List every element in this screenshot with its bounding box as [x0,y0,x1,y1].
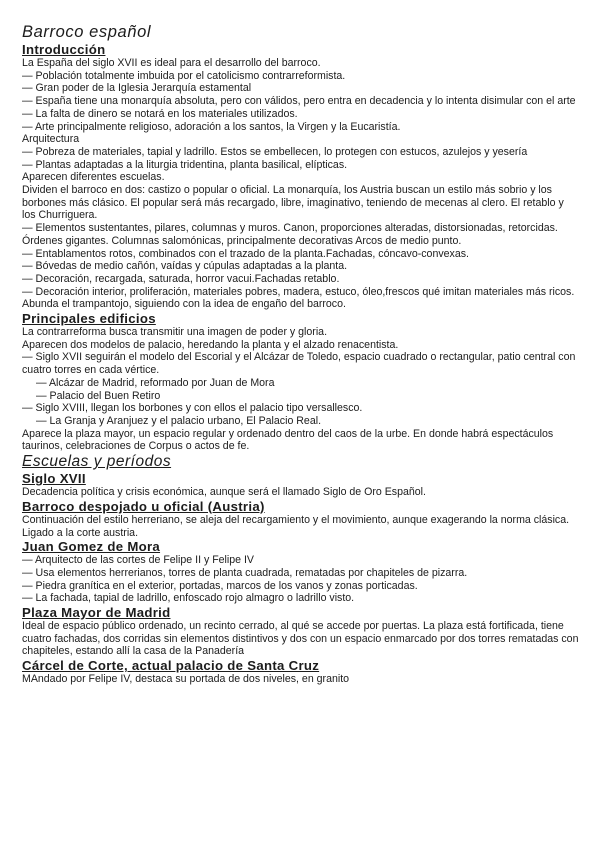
bullet: — Elementos sustentantes, pilares, columnas y muros. Canon, proporciones alteradas, distorsionadas, retorcidas. Órdenes gigantes. Columnas salomónicas, principalmente decorativas Arcos de medio punto. [22,222,558,247]
paragraph: Aparecen diferentes escuelas. [22,171,165,184]
bullet: — La fachada, tapial de ladrillo, enfoscado rojo almagro o ladrillo visto. [22,592,355,605]
paragraph: Aparecen dos modelos de palacio, heredando la planta y el alzado renacentista. [22,338,399,351]
heading-principales-edificios: Principales edificios [22,311,156,327]
document-page [22,22,580,686]
paragraph: Aparece la plaza mayor, un espacio regular y ordenado dentro del caos de la urbe. En donde habrá espectáculos taurinos, celebraciones de Corpus o actos de fe. [22,427,554,453]
bullet: — La falta de dinero se notará en los materiales utilizados. [22,107,298,120]
bullet: — Entablamentos rotos, combinados con el trazado de la planta.Fachadas, cóncavo-convexas. [22,247,469,260]
paragraph: Decadencia política y crisis económica, aunque será el llamado Siglo de Oro Español. [22,486,426,499]
bullet: — Bóvedas de medio cañón, vaídas y cúpulas adaptadas a la planta. [22,260,348,273]
heading-carcel-de-corte: Cárcel de Corte, actual palacio de Santa Cruz [22,658,320,674]
gomez-body [22,554,580,605]
heading-juan-gomez-de-mora: Juan Gomez de Mora [22,539,161,555]
heading-plaza-mayor: Plaza Mayor de Madrid [22,605,171,621]
heading-barroco-despojado: Barroco despojado u oficial (Austria) [22,498,265,514]
bullet: — Arte principalmente religioso, adoración a los santos, la Virgen y la Eucaristía. [22,120,401,133]
sub-bullet: — La Granja y Aranjuez y el palacio urbano, El Palacio Real. [36,414,322,427]
bullet: — Decoración interior, proliferación, materiales pobres, madera, estuco, óleo,frescos qué imitan materiales más ricos. Abunda el trampantojo, siguiendo con la idea de engaño del barroco. [22,285,575,311]
bullet: — Piedra granítica en el exterior, portadas, marcos de los vanos y zonas porticadas. [22,579,418,592]
bullet: — Siglo XVII seguirán el modelo del Escorial y el Alcázar de Toledo, espacio cuadrado o rectangular, patio central con cuatro torres en cada vértice. [22,351,576,377]
bullet: — Gran poder de la Iglesia Jerarquía estamental [22,82,252,95]
paragraph: Dividen el barroco en dos: castizo o popular o oficial. La monarquía, los Austria buscan un estilo más sobrio y los borbones más clásico. El popular será más recargado, libre, imaginativo, teniendo de mecenas al clero. El retablo y los Churriguera. [22,184,564,222]
heading-introduccion: Introducción [22,42,106,57]
intro-body [22,57,580,311]
heading-siglo-xvii: Siglo XVII [22,471,86,487]
bullet: — Población totalmente imbuida por el catolicismo contrarreformista. [22,69,346,82]
paragraph: Ideal de espacio público ordenado, un recinto cerrado, al qué se accede por puertas. La plaza está fortificada, tiene cuatro fachadas, dos corridas sin elementos distintivos y dos con un espacio enmarcado por dos torres rematadas con chapiteles, estando allí la casa de la Panadería [22,620,579,658]
bullet: — Decoración, recargada, saturada, horror vacui.Fachadas retablo. [22,272,340,285]
sub-bullet: — Palacio del Buen Retiro [36,389,161,402]
paragraph: La contrarreforma busca transmitir una imagen de poder y gloria. [22,326,328,339]
bullet: — Siglo XVIII, llegan los borbones y con ellos el palacio tipo versallesco. [22,402,363,415]
document-title: Barroco español [22,23,152,41]
bullet: — Arquitecto de las cortes de Felipe II y Felipe IV [22,554,254,567]
subheading-arquitectura: Arquitectura [22,133,80,146]
heading-escuelas-y-periodos: Escuelas y períodos [22,453,172,471]
paragraph: Continuación del estilo herreriano, se aleja del recargamiento y el movimiento, aunque exagerando la norma clásica. Ligado a la corte austria. [22,513,570,539]
sub-bullet: — Alcázar de Madrid, reformado por Juan de Mora [36,376,275,389]
paragraph: MAndado por Felipe IV, destaca su portada de dos niveles, en granito [22,673,350,686]
bullet: — España tiene una monarquía absoluta, pero con válidos, pero entra en decadencia y lo intenta disimular con el arte [22,95,576,108]
paragraph: La España del siglo XVII es ideal para el desarrollo del barroco. [22,57,321,69]
bullet: — Usa elementos herrerianos, torres de planta cuadrada, rematadas por chapiteles de pizarra. [22,566,468,579]
edificios-body [22,326,580,453]
bullet: — Pobreza de materiales, tapial y ladrillo. Estos se embellecen, lo protegen con estucos, azulejos y yesería [22,145,528,158]
bullet: — Plantas adaptadas a la liturgia tridentina, planta basilical, elípticas. [22,158,348,171]
